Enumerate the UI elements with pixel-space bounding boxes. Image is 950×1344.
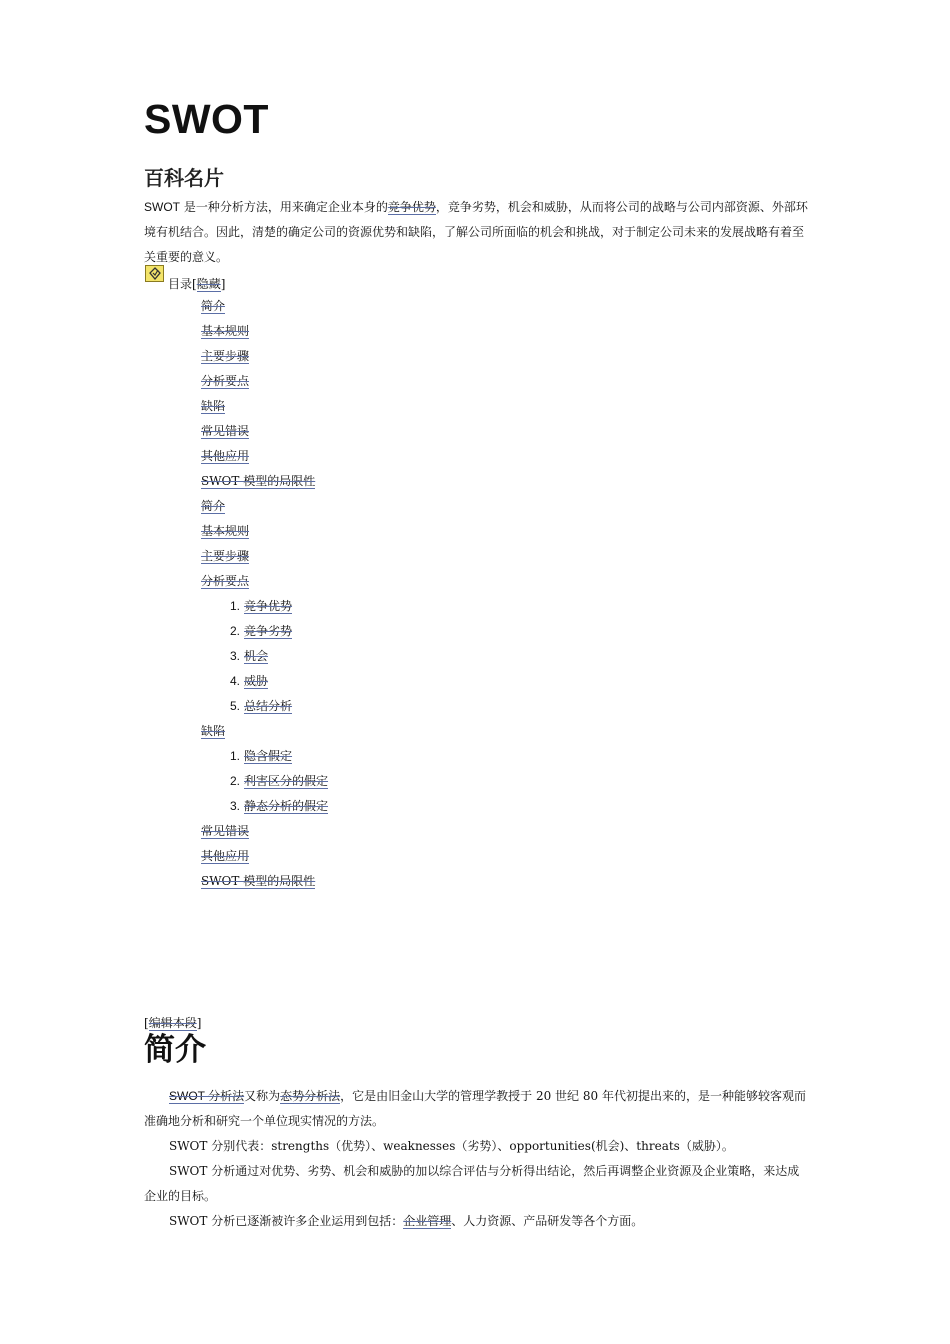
toc-link[interactable]: 机会 [244,649,269,663]
toc-link[interactable]: 竞争优势 [244,599,293,613]
toc-item-number: 2. [230,774,241,788]
section-paragraph-3: SWOT 分析通过对优势、劣势、机会和威胁的加以综合评估与分析得出结论，然后再调整企业资源及企业策略，来达成企业的目标。 [144,1164,800,1203]
toc-item-number: 2. [230,624,241,638]
toc-item [201,497,225,514]
toc-item-number: 3. [230,799,241,813]
toc-item [201,472,315,489]
toc-item [201,447,249,464]
toc-item-number: 1. [230,749,241,763]
situation-analysis-link[interactable]: 态势分析法 [280,1089,341,1103]
toc-item [230,647,268,664]
toc-link[interactable]: 缺陷 [201,399,226,413]
toc-item [201,322,249,339]
toc-item [230,797,328,814]
para4-text-a: SWOT 分析已逐渐被许多企业运用到包括： [169,1214,404,1228]
toc-link[interactable]: SWOT 模型的局限性 [201,874,316,888]
toc-header [168,275,225,292]
toc-item [201,522,249,539]
toc-link[interactable]: 常见错误 [201,424,250,438]
toc-link[interactable]: 利害区分的假定 [244,774,329,788]
edit-open-bracket: [ [144,1016,149,1030]
intro-text: 是一种分析方法，用来确定企业本身的 [180,200,388,214]
toc-link[interactable]: 缺陷 [201,724,226,738]
section-paragraph-4 [144,1209,808,1234]
intro-text-end: ，竞争劣势，机会和威胁，从而将公司的战略与公司内部资源、外部环境有机结合。因此，清楚的确定公司的资源优势和缺陷，了解公司所面临的机会和挑战，对于制定公司未来的发展战略有着至关重要的意义。 [144,200,808,264]
edit-close-bracket: ] [196,1016,202,1030]
toc-item [201,547,249,564]
toc-item [230,622,292,639]
toc-item [201,397,225,414]
edit-section-link[interactable]: 编辑本段 [148,1016,197,1030]
toc-link[interactable]: 分析要点 [201,374,250,388]
toc-close-bracket: ] [220,277,226,291]
toc-item [201,722,225,739]
para1-text-a: 又称为 [244,1089,281,1103]
toc-link[interactable]: 总结分析 [244,699,293,713]
toc-link[interactable]: 基本规则 [201,524,250,538]
toc-item-number: 5. [230,699,241,713]
toc-item [201,372,249,389]
toc-item [230,747,292,764]
toc-item [230,772,328,789]
toc-item-number: 1. [230,599,241,613]
toc-item [230,672,268,689]
toc-label: 目录[ [168,277,197,291]
intro-text-start: SWOT [144,200,180,214]
toc-item [230,597,292,614]
toc-link[interactable]: SWOT 模型的局限性 [201,474,316,488]
toc-item [201,872,315,889]
toc-link[interactable]: 竞争劣势 [244,624,293,638]
toc-link[interactable]: 其他应用 [201,849,250,863]
toc-link[interactable]: 静态分析的假定 [244,799,329,813]
intro-paragraph [144,195,808,270]
para4-text-b: 、人力资源、产品研发等各个方面。 [451,1214,644,1228]
subtitle: 百科名片 [144,166,224,190]
toc-link[interactable]: 基本规则 [201,324,250,338]
toc-link[interactable]: 威胁 [244,674,269,688]
toc-item [201,822,249,839]
toc-link[interactable]: 隐含假定 [244,749,293,763]
toc-hide-link[interactable]: 隐藏 [196,277,221,291]
toc-link[interactable]: 简介 [201,299,226,313]
para1-text-b: ，它是由旧金山大学的管理学教授于 20 世纪 80 年代初提出来的，是一种能够较客观而准确地分析和研究一个单位现实情况的方法。 [144,1089,806,1128]
toc-item [230,697,292,714]
toc-item [201,297,225,314]
toc-link[interactable]: 分析要点 [201,574,250,588]
toc-item [201,347,249,364]
swot-analysis-link[interactable]: SWOT 分析法 [169,1089,245,1103]
toc-item [201,847,249,864]
toc-item-number: 4. [230,674,241,688]
enterprise-management-link[interactable]: 企业管理 [403,1214,452,1228]
toc-item-number: 3. [230,649,241,663]
toc-item [201,572,249,589]
toc-link[interactable]: 其他应用 [201,449,250,463]
toc-item [201,422,249,439]
section-title: 简介 [144,1032,206,1068]
section-paragraph-2: SWOT 分别代表：strengths（优势）、weaknesses（劣势）、opportunities(机会)、threats（威胁）。 [169,1139,734,1153]
toc-link[interactable]: 简介 [201,499,226,513]
page-title: SWOT [144,96,269,142]
toc-link[interactable]: 主要步骤 [201,549,250,563]
toc-link[interactable]: 主要步骤 [201,349,250,363]
toc-icon [145,265,164,282]
competitive-advantage-link[interactable]: 竞争优势 [387,200,436,214]
toc-link[interactable]: 常见错误 [201,824,250,838]
section-paragraph-1 [144,1084,808,1134]
